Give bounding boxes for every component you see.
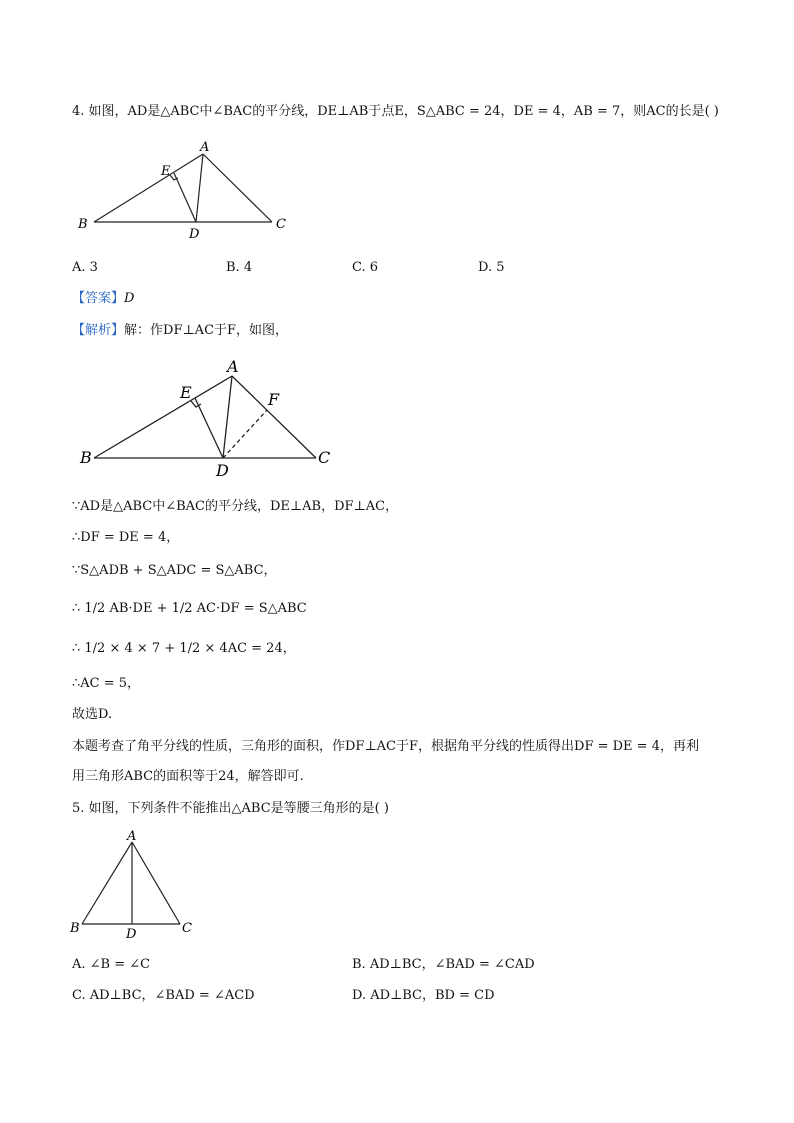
- summary-line-2: 用三角形ABC的面积等于24，解答即可.: [72, 769, 304, 784]
- step-6: ∴AC = 5，: [72, 676, 141, 691]
- fig3-label-c: C: [182, 921, 192, 936]
- step-4: ∴ 1/2 AB·DE + 1/2 AC·DF = S△ABC: [72, 601, 307, 616]
- fig3-label-d: D: [126, 927, 137, 942]
- q4-answer-line: [72, 290, 134, 308]
- q5-option-b: B. AD⊥BC，∠BAD = ∠CAD: [352, 957, 535, 972]
- q4-option-a: A. 3: [72, 260, 98, 275]
- fig2-label-e: E: [180, 383, 192, 402]
- q4-option-d: D. 5: [478, 260, 505, 275]
- q4-analysis-line: [72, 322, 288, 340]
- q4-option-c: C. 6: [352, 260, 379, 275]
- step-1: ∵AD是△ABC中∠BAC的平分线，DE⊥AB，DF⊥AC，: [72, 499, 399, 514]
- q4-figure: [70, 140, 300, 240]
- fig2-label-f: F: [268, 390, 280, 409]
- fig2-label-b: B: [80, 448, 92, 467]
- fig2-label-a: A: [227, 357, 239, 376]
- fig1-label-d: D: [189, 227, 200, 242]
- q5-figure: [66, 828, 206, 943]
- fig1-label-b: B: [78, 217, 88, 232]
- fig1-label-c: C: [276, 217, 286, 232]
- analysis-intro: 解：作DF⊥AC于F，如图，: [124, 323, 289, 338]
- summary-line-1: 本题考查了角平分线的性质，三角形的面积，作DF⊥AC于F，根据角平分线的性质得出DF = DE = 4，再利: [72, 739, 699, 754]
- q4-option-b: B. 4: [226, 260, 253, 275]
- q5-option-a: A. ∠B = ∠C: [72, 957, 151, 972]
- fig3-label-a: A: [127, 829, 137, 844]
- step-3: ∵S△ADB + S△ADC = S△ABC，: [72, 563, 277, 578]
- fig3-label-b: B: [70, 921, 80, 936]
- fig2-label-c: C: [318, 448, 331, 467]
- analysis-tag: 【解析】: [72, 323, 125, 338]
- step-5: ∴ 1/2 × 4 × 7 + 1/2 × 4AC = 24，: [72, 641, 296, 656]
- step-2: ∴DF = DE = 4，: [72, 530, 180, 545]
- q5-option-d: D. AD⊥BC，BD = CD: [352, 988, 495, 1003]
- q4-analysis-figure: [76, 358, 346, 478]
- step-7: 故选D.: [72, 707, 113, 722]
- answer-tag: 【答案】: [72, 291, 125, 306]
- fig2-label-d: D: [216, 461, 229, 480]
- q5-stem: 5. 如图，下列条件不能推出△ABC是等腰三角形的是( ): [72, 801, 389, 816]
- fig1-label-a: A: [200, 140, 210, 155]
- answer-value: D: [124, 291, 135, 306]
- q5-option-c: C. AD⊥BC，∠BAD = ∠ACD: [72, 988, 255, 1003]
- q4-stem: 4. 如图，AD是△ABC中∠BAC的平分线，DE⊥AB于点E，S△ABC = 24，DE = 4，AB = 7，则AC的长是( ): [72, 104, 719, 119]
- fig1-label-e: E: [161, 164, 171, 179]
